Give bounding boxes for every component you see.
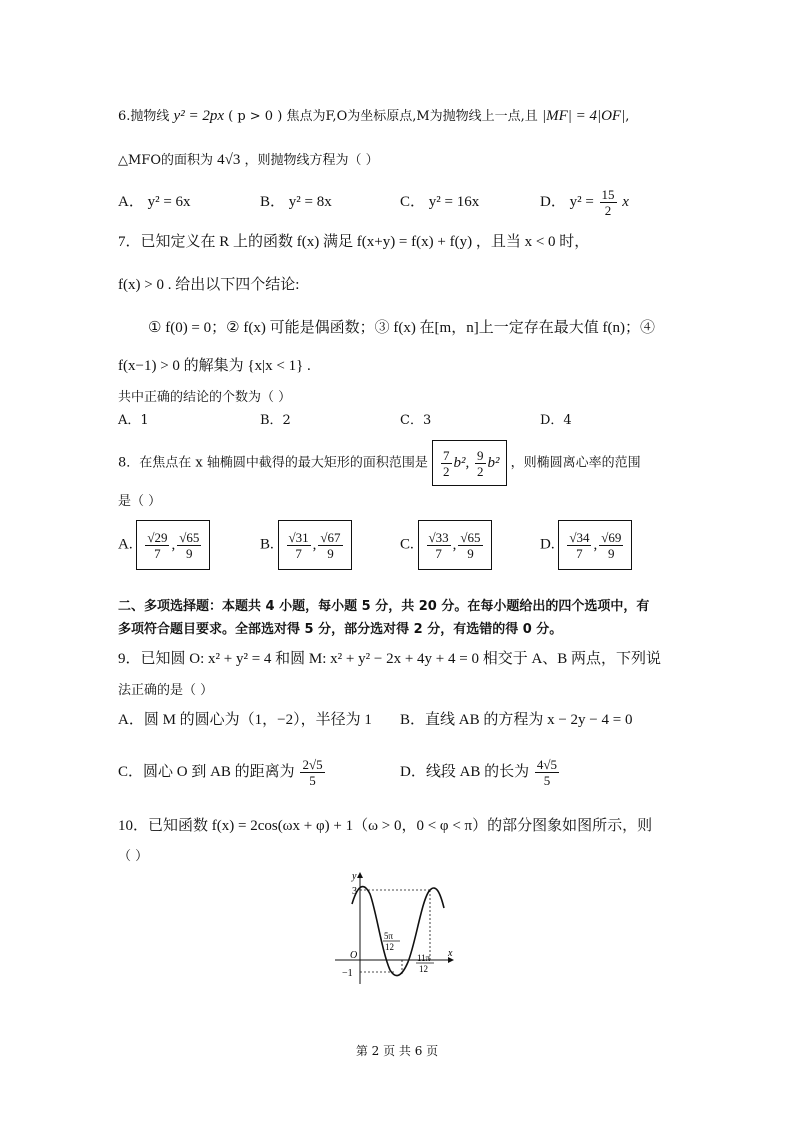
q8-opt-d-d2: 9: [608, 546, 615, 562]
q8-option-d: D. $\frac{√34}{7}$ , $\frac{√69}{9}$: [540, 520, 632, 570]
q8-opt-c-label: C.: [400, 536, 414, 553]
q8-opt-b-n2: √67: [320, 530, 341, 546]
q9-opt-d-prefix: D．线段 AB 的长为: [400, 764, 530, 780]
q8-opt-a-d1: 7: [154, 546, 161, 562]
q6-area-value: 4√3: [217, 152, 241, 168]
q9-option-c: [118, 752, 327, 792]
q8-opt-a-label: A.: [118, 536, 133, 553]
q8-opt-c-d2: 9: [467, 546, 474, 562]
q8-opt-d-d1: 7: [576, 546, 583, 562]
q6-option-b: B． y² = 8x: [260, 194, 332, 210]
q7-option-c: C．3: [400, 413, 432, 428]
q8-range-a-den: 2: [443, 464, 450, 480]
q9-option-b: B．直线 AB 的方程为 x − 2y − 4 = 0: [400, 712, 633, 728]
q7-option-a: A．1: [118, 413, 149, 428]
q8-area-range: [432, 440, 507, 486]
q6-option-d-fraction: [600, 187, 617, 218]
q6-option-a: A． y² = 6x: [118, 194, 191, 210]
q10-line2: （ ）: [118, 849, 149, 864]
q6-option-c: C． y² = 16x: [400, 194, 480, 210]
q6-equation: y² = 2px: [173, 108, 224, 124]
q8-range-a-num: 7: [443, 448, 450, 464]
q8-prefix: 8．在焦点在 x 轴椭圆中截得的最大矩形的面积范围是: [118, 455, 428, 471]
q6-opt-d-tail: x: [622, 194, 629, 210]
q8-opt-a-d2: 9: [186, 546, 193, 562]
q6-opt-d-den: 2: [604, 203, 612, 219]
q8-opt-b-n1: √31: [288, 530, 309, 546]
section2-line2: 多项符合题目要求。全部选对得 5 分，部分选对得 2 分，有选错的得 0 分。: [118, 622, 563, 637]
q8-opt-c-n2: √65: [460, 530, 481, 546]
q8-opt-d-n1: √34: [569, 530, 590, 546]
q8-opt-b-d2: 9: [327, 546, 334, 562]
q7-line1: 7．已知定义在 R 上的函数 f(x) 满足 f(x+y) = f(x) + f(y) ，且当 x < 0 时，: [118, 234, 590, 250]
q10-graph: [330, 868, 460, 988]
q9-opt-d-num: 4√5: [536, 757, 558, 773]
q8-range-b-den: 2: [477, 464, 484, 480]
q6-line1: [118, 106, 629, 127]
q8-range-a-tail: b²,: [453, 455, 470, 471]
q9-opt-c-prefix: C．圆心 O 到 AB 的距离为: [118, 764, 295, 780]
q7-option-d: D．4: [540, 413, 572, 428]
q8-opt-b-label: B.: [260, 536, 274, 553]
q8-opt-b-d1: 7: [295, 546, 302, 562]
q6-line2-end: ，则抛物线方程为（ ）: [244, 153, 379, 168]
q6-relation: |MF| = 4|OF|: [541, 108, 626, 124]
y-max-label: 3: [352, 886, 357, 897]
x1-den: 12: [385, 942, 394, 952]
q8-line1: [118, 440, 641, 486]
page-footer: 第 2 页 共 6 页: [355, 1044, 439, 1058]
q8-line1-end: ，则椭圆离心率的范围: [510, 455, 641, 471]
q6-area-prefix: △MFO的面积为: [118, 153, 213, 168]
q8-opt-c-n1: √33: [428, 530, 449, 546]
q8-option-b: B. $\frac{√31}{7}$ , $\frac{√67}{9}$: [260, 520, 352, 570]
q6-condition: ( p > 0 ): [228, 109, 283, 124]
q9-line2: 法正确的是（ ）: [118, 683, 214, 698]
q8-opt-a-n1: √29: [147, 530, 168, 546]
q6-text: 焦点为F,O为坐标原点,M为抛物线上一点,且: [286, 109, 538, 124]
q6-opt-d-num: 15: [601, 187, 615, 203]
origin-label: O: [350, 950, 358, 961]
q6-prefix: 6.抛物线: [118, 109, 170, 124]
x-axis-label: x: [448, 948, 453, 959]
q8-option-c: C. $\frac{√33}{7}$ , $\frac{√65}{9}$: [400, 520, 492, 570]
x1-num: 5π: [384, 931, 394, 941]
y-axis-label: y: [352, 871, 357, 882]
y-min-label: −1: [342, 968, 353, 979]
section2-line1: 二、多项选择题：本题共 4 小题，每小题 5 分，共 20 分。在每小题给出的四个选项中，有: [118, 599, 650, 614]
q8-option-a: A. $\frac{√29}{7}$ , $\frac{√65}{9}$: [118, 520, 210, 570]
x2-num: 11π: [417, 953, 431, 963]
q8-range-b-num: 9: [477, 448, 484, 464]
q7-line4: f(x−1) > 0 的解集为 {x|x < 1} .: [118, 358, 311, 374]
q7-option-b: B．2: [260, 413, 291, 428]
q7-line5: 共中正确的结论的个数为（ ）: [118, 390, 292, 405]
q8-opt-d-label: D.: [540, 536, 555, 553]
q9-opt-c-num: 2√5: [302, 757, 323, 773]
q6-option-d: [540, 184, 629, 220]
q7-line3: ① f(0) = 0；② f(x) 可能是偶函数；③ f(x) 在[m，n]上一定存在最大值 f(n)；④: [148, 320, 655, 336]
q8-line2: 是（ ）: [118, 494, 162, 509]
q9-opt-d-den: 5: [543, 773, 551, 789]
q7-line2: f(x) > 0 . 给出以下四个结论:: [118, 277, 300, 293]
q6-line2: [118, 150, 379, 171]
q6-comma: ,: [625, 109, 630, 124]
q6-option-d-label: D． y² =: [540, 194, 594, 210]
q9-line1: 9．已知圆 O: x² + y² = 4 和圆 M: x² + y² − 2x + 4y + 4 = 0 相交于 A、B 两点，下列说: [118, 651, 662, 667]
q9-opt-c-den: 5: [309, 773, 316, 789]
q8-opt-c-d1: 7: [435, 546, 442, 562]
q9-option-a: A．圆 M 的圆心为（1，−2），半径为 1: [118, 712, 372, 728]
q8-opt-a-n2: √65: [179, 530, 200, 546]
q10-line1: 10．已知函数 f(x) = 2cos(ωx + φ) + 1（ω > 0，0 < φ < π）的部分图象如图所示，则: [118, 818, 653, 834]
q8-range-b-tail: b²: [487, 455, 500, 471]
y-axis-arrow: [357, 872, 363, 878]
q9-option-d: [400, 752, 561, 792]
q8-opt-d-n2: √69: [601, 530, 622, 546]
x2-den: 12: [419, 964, 428, 974]
